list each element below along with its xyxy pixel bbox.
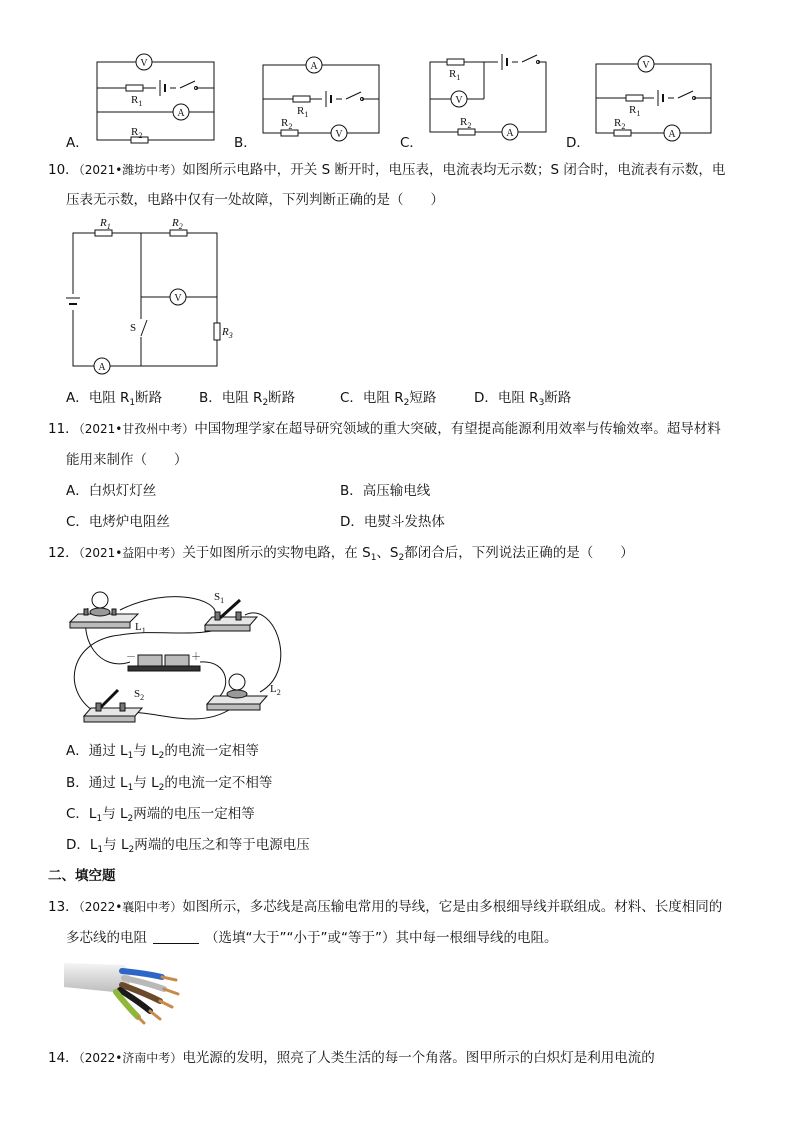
- q10-option-a[interactable]: A．电阻 $R_1$断路: [66, 390, 163, 408]
- resistor-r2-label: $R_2$: [614, 117, 626, 131]
- q10-stem-line2: 压表无示数，电路中仅有一处故障，下列判断正确的是（ ）: [66, 192, 444, 208]
- q13-answer-blank[interactable]: [153, 929, 199, 944]
- q9-circuit-diagrams: [0, 0, 794, 160]
- q12-physical-circuit-image: [60, 575, 290, 730]
- resistor-r1-label: $R_1$: [100, 217, 111, 231]
- resistor-r2-label: $R_2$: [131, 126, 143, 140]
- meter-v-label: V: [174, 293, 182, 304]
- battery-plus-label: ＋: [191, 652, 201, 663]
- section-title-fill-in: 二、填空题: [48, 868, 116, 884]
- meter-v-label: V: [140, 58, 148, 69]
- q10-circuit-diagram: [60, 215, 233, 375]
- q14-stem-line1: 14．（2022•济南中考）电光源的发明，照亮了人类生活的每一个角落。图甲所示的白炽灯是利用电流的: [48, 1050, 655, 1066]
- resistor-r2-label: $R_2$: [172, 217, 183, 231]
- q11-option-c[interactable]: C．电烤炉电阻丝: [66, 514, 170, 530]
- meter-a-label: A: [668, 129, 676, 140]
- meter-a-label: A: [177, 108, 185, 119]
- meter-v-label: V: [642, 60, 650, 71]
- resistor-r2-label: $R_2$: [281, 117, 293, 131]
- q12-option-c[interactable]: C．$L_1$与 $L_2$两端的电压一定相等: [66, 806, 255, 824]
- q12-option-d[interactable]: D．$L_1$与 $L_2$两端的电压之和等于电源电压: [66, 837, 310, 855]
- q12-option-b[interactable]: B．通过 $L_1$与 $L_2$的电流一定不相等: [66, 775, 273, 793]
- resistor-r1-label: $R_1$: [629, 104, 641, 118]
- switch-s2-label: $S_2$: [134, 688, 145, 702]
- meter-v-label: V: [455, 95, 463, 106]
- battery-minus-label: －: [126, 652, 136, 663]
- q10-option-d[interactable]: D．电阻 $R_3$断路: [474, 390, 572, 408]
- q11-option-b[interactable]: B．高压输电线: [340, 483, 431, 499]
- q10-option-c[interactable]: C．电阻 $R_2$短路: [340, 390, 437, 408]
- q11-stem-line1: 11．（2021•甘孜州中考）中国物理学家在超导研究领域的重大突破，有望提高能源利用效率与传输效率。超导材料: [48, 421, 721, 437]
- q11-stem-line2: 能用来制作（ ）: [66, 452, 188, 468]
- multicore-cable-image: [64, 955, 199, 1025]
- q9-option-c[interactable]: C．: [400, 135, 423, 151]
- q11-option-a[interactable]: A．白炽灯灯丝: [66, 483, 157, 499]
- q10-option-b[interactable]: B．电阻 $R_2$断路: [199, 390, 296, 408]
- resistor-r3-label: $R_3$: [222, 326, 233, 340]
- q9-option-d[interactable]: D．: [566, 135, 590, 151]
- meter-a-label: A: [506, 128, 514, 139]
- switch-s-label: S: [130, 322, 137, 334]
- lamp-l1-label: $L_1$: [135, 621, 146, 635]
- q10-stem-line1: 10．（2021•潍坊中考）如图所示电路中，开关 S 断开时，电压表，电流表均无示数；S 闭合时，电流表有示数，电: [48, 162, 726, 178]
- q13-stem-line1: 13．（2022•襄阳中考）如图所示，多芯线是高压输电常用的导线，它是由多根细导线并联组成。材料、长度相同的: [48, 899, 723, 915]
- resistor-r2-label: $R_2$: [460, 116, 472, 130]
- q13-stem-line2: 多芯线的电阻 （选填“大于”“小于”或“等于”）其中每一根细导线的电阻。: [66, 930, 558, 946]
- lamp-l2-label: $L_2$: [270, 683, 281, 697]
- q12-stem-line1: 12．（2021•益阳中考）关于如图所示的实物电路，在 $S_1$、$S_2$都闭合后，下列说法正确的是（ ）: [48, 545, 634, 563]
- resistor-r1-label: $R_1$: [297, 105, 309, 119]
- q12-option-a[interactable]: A．通过 $L_1$与 $L_2$的电流一定相等: [66, 743, 259, 761]
- meter-a-label: A: [310, 61, 318, 72]
- meter-v-label: V: [335, 129, 343, 140]
- resistor-r1-label: $R_1$: [131, 94, 143, 108]
- meter-a-label: A: [98, 362, 106, 373]
- resistor-r1-label: $R_1$: [449, 68, 461, 82]
- switch-s1-label: $S_1$: [214, 591, 225, 605]
- q9-option-a[interactable]: A．: [66, 135, 89, 151]
- q11-option-d[interactable]: D．电熨斗发热体: [340, 514, 445, 530]
- q9-option-b[interactable]: B．: [234, 135, 257, 151]
